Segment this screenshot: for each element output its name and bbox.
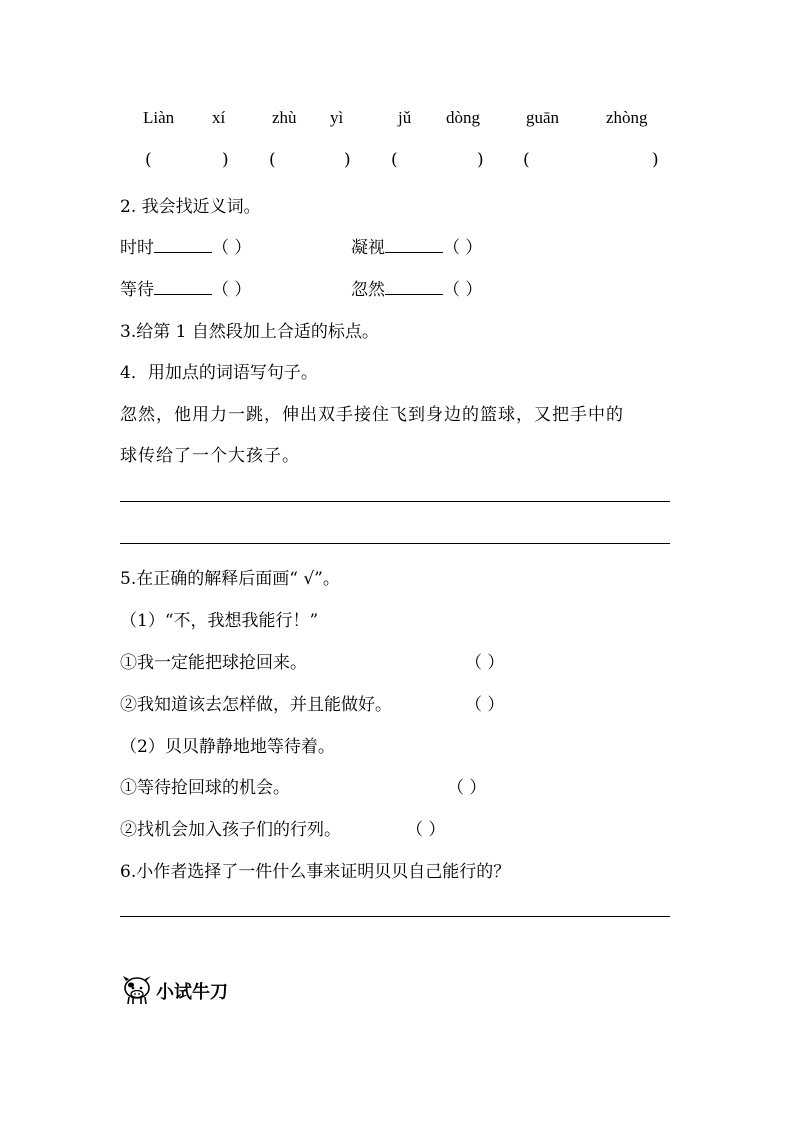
pinyin-syllable: jǔ <box>398 108 412 127</box>
answer-paren-open: ( <box>391 150 398 170</box>
synonym-word: 忽然 <box>351 280 385 300</box>
synonym-item <box>351 233 482 258</box>
answer-line[interactable] <box>120 916 670 917</box>
section-title: 小试牛刀 <box>156 982 228 1003</box>
cow-icon <box>120 972 154 1010</box>
answer-line[interactable] <box>120 501 670 502</box>
question-5-title: 5.在正确的解释后面画“ √”。 <box>120 569 340 589</box>
question-5-sub1-option1: ①我一定能把球抢回来。 <box>120 653 307 673</box>
answer-blank[interactable] <box>385 236 443 253</box>
answer-paren-close: ) <box>344 150 351 170</box>
answer-paren-close: ) <box>652 150 659 170</box>
question-5-sub1-option2: ②我知道该去怎样做，并且能做好。 <box>120 695 392 715</box>
question-5-sub1: （1）“不，我想我能行！” <box>120 611 319 631</box>
answer-paren[interactable]: （ ） <box>465 653 505 673</box>
synonym-word: 凝视 <box>351 238 385 258</box>
answer-paren-open: ( <box>269 150 276 170</box>
pinyin-syllable: Liàn <box>143 108 175 127</box>
synonym-word: 时时 <box>120 238 154 258</box>
pinyin-syllable: zhù <box>272 108 297 127</box>
synonym-item <box>120 233 251 258</box>
pinyin-syllable: xí <box>212 108 226 127</box>
answer-paren-close: ) <box>222 150 229 170</box>
section-heading <box>120 972 228 1010</box>
answer-paren-open: ( <box>523 150 530 170</box>
question-2-title: 2. 我会找近义词。 <box>120 197 261 217</box>
answer-paren[interactable]: （ ） <box>406 820 446 840</box>
answer-blank[interactable] <box>154 236 212 253</box>
synonym-word: 等待 <box>120 280 154 300</box>
question-3: 3.给第 1 自然段加上合适的标点。 <box>120 322 379 342</box>
question-5-sub2-option2: ②找机会加入孩子们的行列。 <box>120 820 341 840</box>
answer-paren: （ ） <box>212 238 252 258</box>
answer-paren[interactable]: （ ） <box>447 778 487 798</box>
answer-line[interactable] <box>120 543 670 544</box>
synonym-item <box>351 275 482 300</box>
question-4-text-line1: 忽然，他用力一跳，伸出双手接住飞到身边的篮球，又把手中的 <box>120 405 624 425</box>
question-5-sub2: （2）贝贝静静地地等待着。 <box>120 737 335 757</box>
pinyin-syllable: zhòng <box>606 108 648 127</box>
answer-paren[interactable]: （ ） <box>465 695 505 715</box>
question-6: 6.小作者选择了一件什么事来证明贝贝自己能行的？ <box>120 862 511 882</box>
answer-blank[interactable] <box>154 278 212 295</box>
question-4-text-line2: 球传给了一个大孩子。 <box>120 446 300 466</box>
question-5-sub2-option1: ①等待抢回球的机会。 <box>120 778 290 798</box>
pinyin-syllable: yì <box>330 108 344 127</box>
pinyin-syllable: dòng <box>446 108 480 127</box>
pinyin-syllable: guān <box>526 108 560 127</box>
answer-paren: （ ） <box>212 280 252 300</box>
answer-paren: （ ） <box>443 280 483 300</box>
answer-paren-open: ( <box>145 150 152 170</box>
answer-paren: （ ） <box>443 238 483 258</box>
question-4-title: 4．用加点的词语写句子。 <box>120 363 318 383</box>
answer-blank[interactable] <box>385 278 443 295</box>
synonym-item <box>120 275 251 300</box>
answer-paren-close: ) <box>477 150 484 170</box>
